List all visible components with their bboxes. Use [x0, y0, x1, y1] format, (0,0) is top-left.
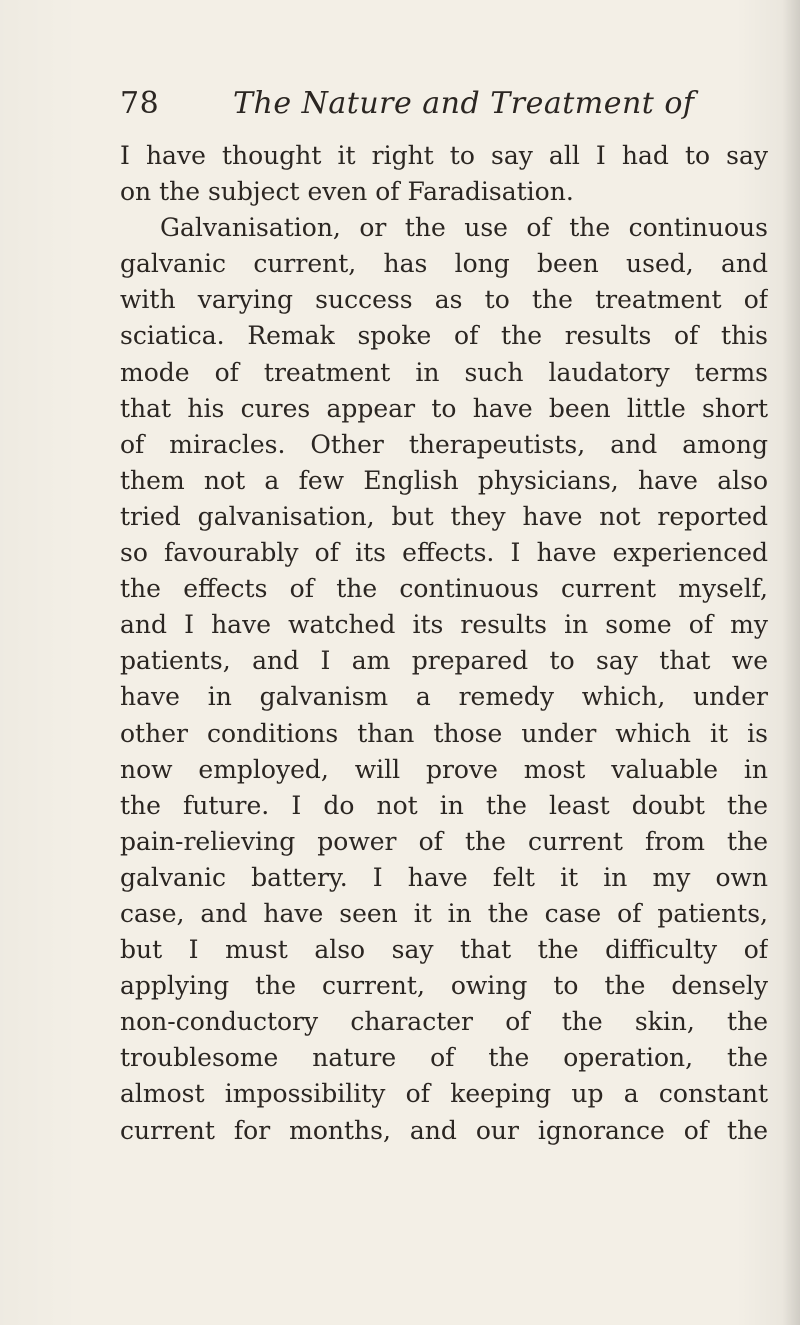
page-edge-shadow [782, 0, 800, 1325]
text-line: almost impossibility of keeping up a constant [120, 1079, 768, 1109]
text-line: that his cures appear to have been little short [120, 393, 768, 423]
text-line: other conditions than those under which it is [120, 718, 768, 748]
body-text [120, 138, 768, 1149]
text-line: but I must also say that the difficulty of [120, 935, 768, 965]
text-line: patients, and I am prepared to say that we [120, 646, 768, 676]
text-line: the effects of the continuous current myself, [120, 574, 768, 604]
text-line: Galvanisation, or the use of the continuous [160, 213, 768, 243]
text-line: so favourably of its effects. I have experienced [120, 538, 768, 568]
text-line: the future. I do not in the least doubt the [120, 790, 768, 820]
text-line: current for months, and our ignorance of the [120, 1115, 768, 1145]
text-line: applying the current, owing to the densely [120, 971, 768, 1001]
text-line: on the subject even of Faradisation. [120, 177, 574, 207]
text-line: have in galvanism a remedy which, under [120, 682, 768, 712]
text-line: now employed, will prove most valuable in [120, 754, 768, 784]
text-line: troublesome nature of the operation, the [120, 1043, 768, 1073]
text-line: tried galvanisation, but they have not reported [120, 501, 768, 531]
text-line: non-conductory character of the skin, the [120, 1007, 768, 1037]
text-line: and I have watched its results in some of my [120, 610, 768, 640]
text-line: galvanic battery. I have felt it in my own [120, 862, 768, 892]
text-line: case, and have seen it in the case of patients, [120, 898, 768, 928]
text-line: pain-relieving power of the current from the [120, 826, 768, 856]
text-line: I have thought it right to say all I had to say [120, 141, 768, 170]
text-line: galvanic current, has long been used, and [120, 249, 768, 279]
text-line: them not a few English physicians, have also [120, 465, 768, 495]
running-head [120, 84, 760, 124]
text-line: sciatica. Remak spoke of the results of this [120, 321, 768, 351]
text-line: with varying success as to the treatment of [120, 285, 768, 315]
page-number: 78 [120, 86, 160, 121]
text-line: of miracles. Other therapeutists, and among [120, 429, 768, 459]
running-title: The Nature and Treatment of [233, 86, 695, 121]
text-line: mode of treatment in such laudatory terms [120, 357, 768, 387]
